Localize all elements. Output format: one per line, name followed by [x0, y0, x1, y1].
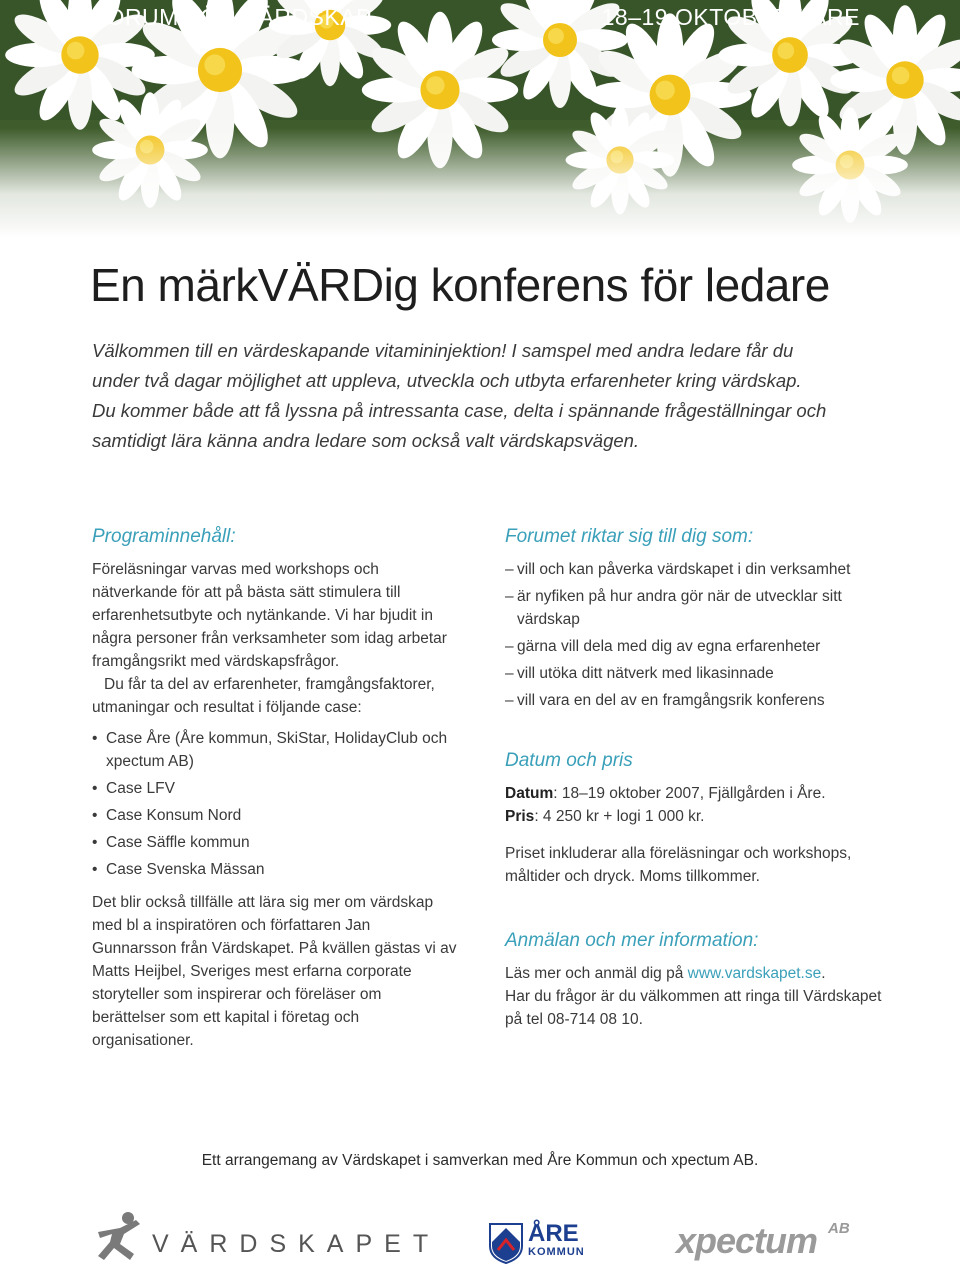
intro-line: Välkommen till en värdeskapande vitamininjektion! I samspel med andra ledare får du: [92, 340, 794, 361]
program-heading: Programinnehåll:: [92, 526, 236, 547]
kommun-wordmark: KOMMUN: [528, 1246, 585, 1258]
hero-fade: [0, 128, 960, 238]
intro-line: under två dagar möjlighet att uppleva, utveckla och utbyta erfarenheter kring värdskap.: [92, 370, 802, 391]
event-date: 18–19 OKTOBER I ÅRE: [601, 4, 860, 30]
signup-text: [505, 962, 885, 985]
audience-item: – vill vara en del av en framgångsrik konferens: [505, 689, 885, 712]
price-heading: Datum och pris: [505, 750, 633, 771]
arrangement-text: Ett arrangemang av Värdskapet i samverkan med Åre Kommun och xpectum AB.: [201, 1152, 759, 1169]
audience-item: – vill och kan påverka värdskapet i din verksamhet: [505, 558, 885, 581]
signup-contact: Har du frågor är du välkommen att ringa till Värdskapet på tel 08-714 08 10.: [505, 988, 882, 1028]
running-figure-icon: [90, 1210, 150, 1264]
audience-list: [505, 558, 885, 712]
event-header: [0, 0, 960, 36]
intro-line: samtidigt lära känna andra ledare som också valt värdskapsvägen.: [92, 430, 640, 451]
page-title: En märkVÄRDig konferens för ledare: [90, 259, 830, 311]
signup-text-after: .: [821, 965, 826, 982]
program-paragraph: Föreläsningar varvas med workshops och nätverkande för att på bästa sätt stimulera till erfarenhetsutbyte och nytänkande. Vi har bjudit in några personer från verksamheter som idag arbetar framgångsrikt med värdskapsfrågor.: [92, 561, 447, 670]
website-link[interactable]: www.vardskapet.se: [687, 965, 822, 982]
price-value: : 4 250 kr + logi 1 000 kr.: [534, 808, 705, 825]
intro-line: Du kommer både att få lyssna på intressanta case, delta i spännande frågeställningar och: [92, 400, 827, 421]
case-list: [92, 727, 457, 881]
price-note: Priset inkluderar alla föreläsningar och workshops, måltider och dryck. Moms tillkommer.: [505, 845, 852, 885]
are-coat-of-arms-icon: [488, 1222, 524, 1264]
audience-item: – gärna vill dela med dig av egna erfarenheter: [505, 635, 885, 658]
audience-item: – är nyfiken på hur andra gör när de utvecklar sitt värdskap: [505, 585, 885, 631]
event-name: FORUM FÖR VÄRDSKAP: [92, 4, 372, 30]
date-price-section: [505, 748, 885, 888]
xpectum-logo: [676, 1218, 876, 1264]
case-item: • Case Svenska Mässan: [92, 858, 457, 881]
date-label: Datum: [505, 785, 554, 802]
case-item: • Case LFV: [92, 777, 457, 800]
program-paragraph: Du får ta del av erfarenheter, framgångsfaktorer, utmaningar och resultat i följande case:: [92, 676, 435, 716]
price-line: [505, 805, 885, 828]
are-wordmark: ÅRE: [528, 1220, 579, 1247]
date-value: : 18–19 oktober 2007, Fjällgården i Åre.: [553, 785, 826, 802]
xpectum-wordmark: xpectum: [676, 1220, 818, 1261]
program-column: [92, 524, 457, 1052]
case-item: • Case Konsum Nord: [92, 804, 457, 827]
signup-section: [505, 928, 885, 1031]
case-item: • Case Åre (Åre kommun, SkiStar, HolidayClub och xpectum AB): [92, 727, 457, 773]
are-kommun-logo: [488, 1222, 588, 1264]
closing-paragraph: Det blir också tillfälle att lära sig mer om värdskap med bl a inspiratören och författaren Jan Gunnarsson från Värdskapet. På kvällen gästas vi av Matts Heijbel, Sveriges mest erfarna corporate storyteller som inspirerar och föreläser om berättelser som ett kapital i företag och organisationer.: [92, 894, 457, 1049]
vardskapet-logo: [90, 1210, 441, 1260]
case-item: • Case Säffle kommun: [92, 831, 457, 854]
info-column: [505, 524, 885, 1071]
vardskapet-wordmark: VÄRDSKAPET: [152, 1230, 441, 1258]
xpectum-ab-wordmark: AB: [828, 1220, 850, 1237]
signup-text-before: Läs mer och anmäl dig på: [505, 965, 688, 982]
signup-heading: Anmälan och mer information:: [505, 930, 759, 951]
date-line: [505, 782, 885, 805]
audience-heading: Forumet riktar sig till dig som:: [505, 526, 754, 547]
audience-item: – vill utöka ditt nätverk med likasinnade: [505, 662, 885, 685]
price-label: Pris: [505, 808, 535, 825]
intro-text: [92, 336, 872, 456]
